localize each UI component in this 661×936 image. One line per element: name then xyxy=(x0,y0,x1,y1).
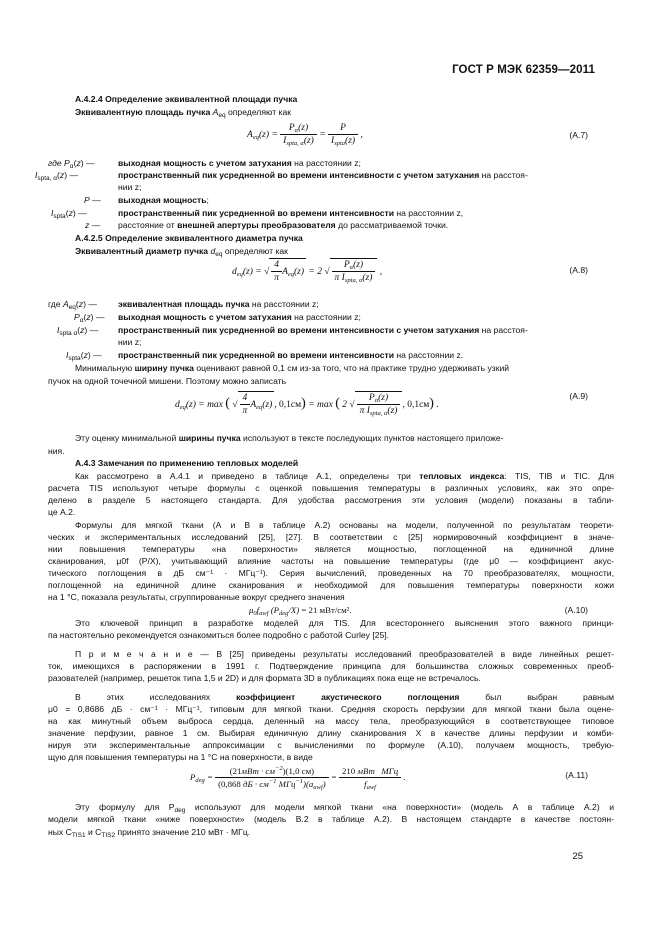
def-text: расстояние от внешней апертуры преобразователя до рассматриваемой точки. xyxy=(118,220,449,230)
equation-number-a9: (A.9) xyxy=(569,391,588,401)
paragraph: Это ключевой принцип в разработке моделей для TIS. Для всестороннего выяснения этого важного принци- xyxy=(75,618,614,628)
equation-number-a8: (A.8) xyxy=(569,265,588,275)
paragraph: делено в разделе 5 настоящего стандарта. Для удобства рассмотрения эти условия (модели) показаны в табли- xyxy=(48,495,614,505)
paragraph: ния. xyxy=(48,446,65,456)
def-symbol: z — xyxy=(85,220,101,230)
paragraph: сканирования, μ0f (P/X), учитывающий влияние частоты на повышение температуры (где μ0 — коэффициент акус- xyxy=(48,556,614,566)
paragraph: на 1 °С, показала результаты, сгруппированные вокруг среднего значения xyxy=(48,592,345,602)
formula-a10: $\mu_0f_{awf}$ $(P_{deg}/X) = 21$ мВт/см². xyxy=(249,605,352,617)
def-text: выходная мощность; xyxy=(118,195,209,205)
paragraph: па настоятельно рекомендуется ознакомиться более подробно с работой Curley [25]. xyxy=(48,630,390,640)
def-text: пространственный пик усредненной во времени интенсивности с учетом затухания на расстоя- xyxy=(118,325,528,335)
def-text: пространственный пик усредненной во времени интенсивности на расстоянии z. xyxy=(118,350,464,360)
def-symbol: $I_{spta}(z)$ — xyxy=(66,350,102,362)
paragraph: модели мягкой ткани «ниже поверхности» (модель В.2 в таблице А.2). В настоящем стандарте в качестве постоян- xyxy=(48,814,614,824)
page-number: 25 xyxy=(572,851,583,862)
equation-number-a7: (A.7) xyxy=(569,130,588,140)
equation-number-a10: (A.10) xyxy=(564,605,588,615)
formula-a7: $A_{eq}(z)$ = $\frac{P_\alpha(z)}{I_{spta, \alpha}(z)}$ = $\frac{P}{I_{spta}(z)}$ , xyxy=(247,123,363,148)
paragraph: Как рассмотрено в А.4.1 и приведено в таблице А.1, определены три тепловых индекса: TIS, TIB и TIC. Для xyxy=(75,471,614,481)
paragraph: пучок на одной точечной мишени. Поэтому можно записать xyxy=(48,376,287,386)
paragraph: це А.2. xyxy=(48,507,76,517)
def-symbol: $I_{spta}(z)$ — xyxy=(51,208,87,220)
paragraph: тического поглощения в дБ см⁻¹ · МГц⁻¹). Серия вычислений, проведенных на 70 преобразователях, мощности, xyxy=(48,568,614,578)
def-symbol: $I_{spta, \alpha}(z)$ — xyxy=(35,170,79,182)
note: ток, имеющихся в распоряжении в 1991 г. Подтверждение принципа для большинства сложных современных преоб- xyxy=(48,661,614,671)
paragraph: нии повышения температуры «на поверхности» является мощностью, поглощенной на единичной длине xyxy=(48,544,614,554)
formula-a9: $d_{eq}(z) = \max$ ( √ $\frac{4}{\pi}$ $A_{eq}(z)$ , 0,1см) = max ( 2 √ $\frac{P_\alpha(z)}{\pi I_{spta, \alpha}(z)}$ , 0,1см) . xyxy=(175,393,439,418)
section-heading-a425: А.4.2.5 Определение эквивалентного диаметра пучка xyxy=(75,233,303,243)
paragraph: на как минутный объем выброса сердца, деленный на массу тела, преобразующийся в соответствующее типовое xyxy=(48,716,614,726)
def-text: выходная мощность с учетом затухания на расстоянии z; xyxy=(118,158,361,168)
paragraph: Эту формулу для $P_{deg}$ используют для модели мягкой ткани «на поверхности» (модель А в таблице А.2) и xyxy=(75,802,614,814)
equation-number-a11: (A.11) xyxy=(565,770,588,780)
paragraph: значение перфузии, равное 1 см. Выбирая единичную длину сканирования X в качестве длины перфузии и комби- xyxy=(48,728,614,738)
paragraph: ческих и экспериментальных исследований [25], [27]. В соответствии с [25] нормировочный коэффициент в значе- xyxy=(48,532,614,542)
page-header: ГОСТ Р МЭК 62359—2011 xyxy=(452,64,595,76)
def-text: нии z; xyxy=(118,337,142,347)
formula-a11: $P_{deg}$ = $\frac{(21мВт \cdot см^{-2})(1,0 см)}{(0,868 дБ \cdot см^{-1} МГц^{-1})(a_{awf})}$ = $\frac{\text{210 мВт МГц}}{f_{awf}}$ . xyxy=(190,765,406,792)
paragraph: Эту оценку минимальной ширины пучка используют в тексте последующих пунктов настоящего приложе- xyxy=(75,433,504,443)
formula-a8: $d_{eq}(z)$ = √ $\frac{4}{\pi}$ $A_{eq}(z) = 2$ √ $\frac{P_\alpha(z)}{\pi I_{spta, \alpha}(z)}$ , xyxy=(232,260,383,285)
def-text: пространственный пик усредненной во времени интенсивности на расстоянии z, xyxy=(118,208,464,218)
paragraph: Формулы для мягкой ткани (А и В в таблице А.2) основаны на модели, полученной по результатам теорети- xyxy=(75,520,614,530)
note: разователей (например, решеток типа 1,5 и 2D) и для формата 3D в публикациях пока еще не встречалось. xyxy=(48,673,481,683)
section-heading-a424: А.4.2.4 Определение эквивалентной площади пучка xyxy=(75,94,298,104)
def-symbol: $I_{spta \alpha}(z)$ — xyxy=(57,325,99,337)
def-symbol: где $A_{eq}(z)$ — xyxy=(48,299,97,311)
paragraph: В этих исследованиях коэффициент акустического поглощения был выбран равным xyxy=(75,692,614,702)
section-heading-a43: А.4.3 Замечания по применению тепловых моделей xyxy=(75,458,299,468)
paragraph: Минимальную ширину пучка оценивают равной 0,1 см из-за того, что на практике трудно удерживать узкий xyxy=(75,363,510,373)
def-symbol: где $P_\alpha(z)$ — xyxy=(48,158,95,170)
def-text: выходная мощность с учетом затухания на расстоянии z; xyxy=(118,312,361,322)
def-text: пространственный пик усредненной во времени интенсивности с учетом затухания на расстоя- xyxy=(118,170,528,180)
paragraph: расчета TIS используют четыре формулы с оценкой повышения температуры в различных условиях, как это опре- xyxy=(48,483,614,493)
def-text: нии z; xyxy=(118,182,142,192)
paragraph: щую для повышения температуры на 1 °С на поверхности, в виде xyxy=(48,752,313,762)
note: П р и м е ч а н и е — В [25] приведены результаты исследований преобразователей в виде линейных решет- xyxy=(75,649,614,659)
paragraph: μ0 = 0,8686 дБ · см⁻¹ · МГц⁻¹, типовым для мягкой ткани. Средняя скорость перфузии для мягкой ткани была оцене- xyxy=(48,704,614,714)
def-text: эквивалентная площадь пучка на расстоянии z; xyxy=(118,299,319,309)
a424-intro: Эквивалентную площадь пучка $A_{eq}$ определяют как xyxy=(75,107,292,119)
def-symbol: $P_\alpha(z)$ — xyxy=(74,312,105,324)
def-symbol: P — xyxy=(84,195,101,205)
a425-intro: Эквивалентный диаметр пучка $d_{eq}$ определяют как xyxy=(75,246,288,258)
paragraph: ных $C_{TIS1}$ и $C_{TIS2}$ принято значение 210 мВт · МГц. xyxy=(48,827,251,839)
paragraph: нируя эти экспериментальные аппроксимации с вычислениями по формуле (А.10), получаем мощность, требую- xyxy=(48,740,614,750)
paragraph: поглощенной на единичной длине сканирования и необходимой для повышения температуры поверхности кожи xyxy=(48,580,614,590)
